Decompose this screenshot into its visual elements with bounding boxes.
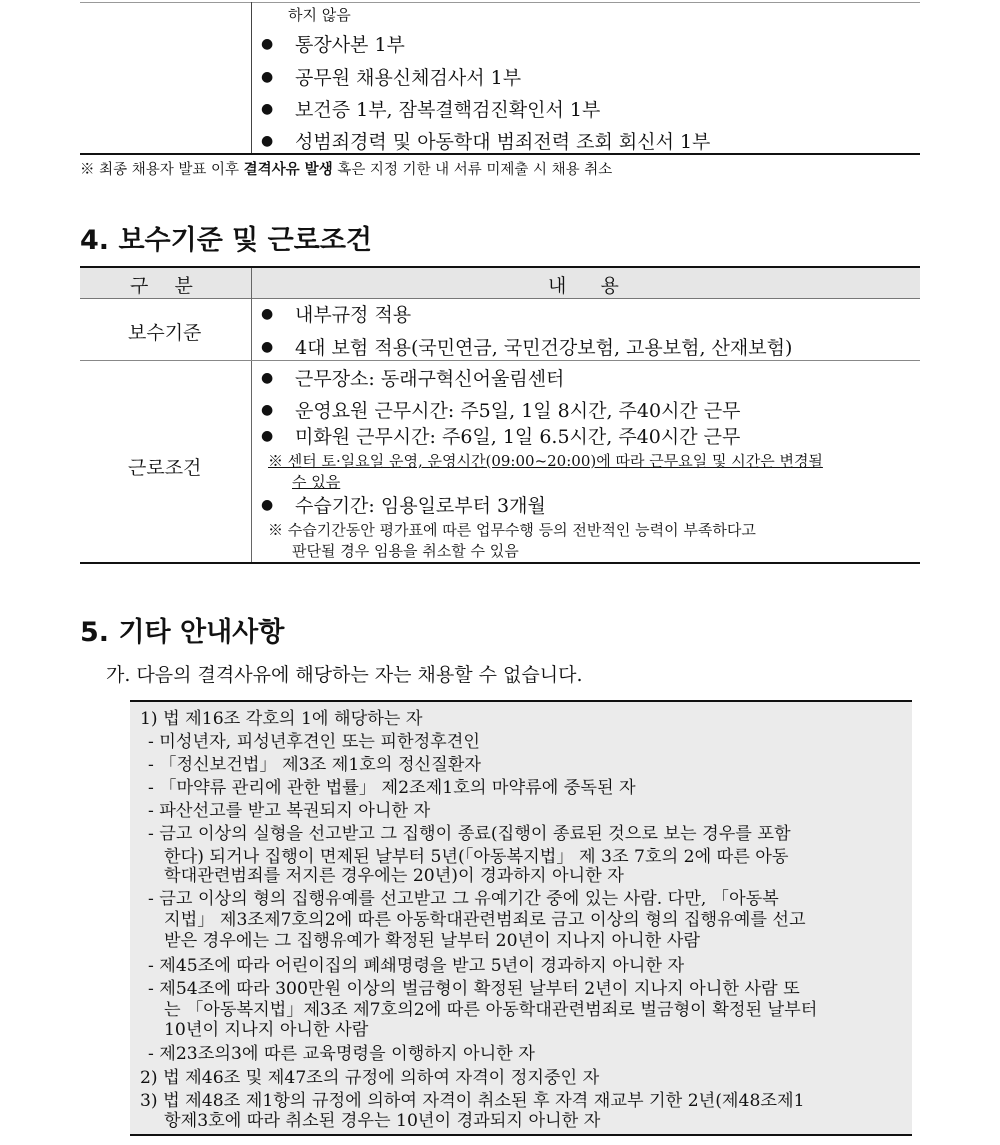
pay-label: 보수기준 [128, 322, 202, 344]
list-item: - 제45조에 따라 어린이집의 폐쇄명령을 받고 5년이 경과하지 아니한 자 [148, 956, 685, 976]
section-title: 5. 기타 안내사항 [80, 617, 285, 648]
bullet-icon: ● [261, 68, 274, 85]
list-item-continued: 10년이 지나지 아니한 사람 [164, 1020, 369, 1040]
list-item [253, 30, 405, 57]
bullet-icon: ● [261, 427, 274, 444]
list-item: - 제54조에 따라 300만원 이상의 벌금형이 확정된 날부터 2년이 지나지 아니한 사람 또 [148, 979, 800, 999]
table-column-divider [251, 268, 252, 563]
list-item-continued: 한다) 되거나 집행이 면제된 날부터 5년(「아동복지법」 제 3조 7호의 2에 따른 아동 [164, 847, 789, 867]
list-item [253, 422, 740, 449]
probation-note-continued: 판단될 경우 임용을 취소할 수 있음 [292, 542, 519, 560]
list-item [253, 396, 741, 423]
list-item-continued: 지법」 제3조제7호의2에 따른 아동학대관련범죄로 금고 이상의 형의 집행유예를 선고 [164, 910, 806, 930]
document-item: 보건증 1부, 잠복결핵검진확인서 1부 [295, 99, 601, 121]
list-item: 3) 법 제48조 제1항의 규정에 의하여 자격이 취소된 후 자격 재교부 기한 2년(제48조제1 [140, 1091, 805, 1111]
list-item [253, 95, 600, 122]
list-item [253, 333, 792, 360]
bullet-icon: ● [261, 401, 274, 418]
list-item [253, 491, 546, 518]
work-item: 수습기간: 임용일로부터 3개월 [295, 495, 546, 517]
list-item-continued: 받은 경우에는 그 집행유예가 확정된 날부터 20년이 지나지 아니한 사람 [164, 931, 700, 951]
pay-item: 내부규정 적용 [295, 304, 412, 326]
intro-text: 가. 다음의 결격사유에 해당하는 자는 채용할 수 없습니다. [106, 664, 583, 686]
list-item: - 「정신보건법」 제3조 제1호의 정신질환자 [148, 755, 481, 775]
list-item [253, 127, 710, 154]
list-item [253, 364, 564, 391]
list-item: - 금고 이상의 형의 집행유예를 선고받고 그 유예기간 중에 있는 사람. 다만, 「아동복 [148, 889, 779, 909]
bullet-icon: ● [261, 100, 274, 117]
list-item-continued: 는 「아동복지법」제3조 제7호의2에 따른 아동학대관련범죄로 벌금형이 확정된 날부터 [164, 1000, 818, 1020]
document-item: 성범죄경력 및 아동학대 범죄전력 조회 회신서 1부 [295, 131, 711, 153]
list-item: - 파산선고를 받고 복권되지 아니한 자 [148, 801, 431, 821]
table-header-row [80, 268, 920, 299]
table-row-divider [80, 360, 920, 361]
schedule-note: ※ 센터 토·일요일 운영, 운영시간(09:00~20:00)에 따라 근무요일 및 시간은 변경될 [268, 452, 823, 470]
list-item-continued: 항제3호에 따라 취소된 경우는 10년이 경과되지 아니한 자 [164, 1111, 601, 1131]
note-bold: 결격사유 발생 [243, 161, 333, 178]
list-item [253, 300, 411, 327]
note-prefix: ※ 최종 채용자 발표 이후 [80, 162, 244, 178]
list-item: 1) 법 제16조 각호의 1에 해당하는 자 [140, 709, 423, 729]
bullet-icon: ● [261, 35, 274, 52]
note-suffix: 혹은 지정 기한 내 서류 미제출 시 채용 취소 [332, 162, 613, 178]
work-item: 근무장소: 동래구혁신어울림센터 [295, 368, 565, 390]
bullet-icon: ● [261, 305, 274, 322]
table-bottom-border [80, 562, 920, 564]
table-top-border [80, 2, 920, 3]
continued-text: 하지 않음 [288, 6, 351, 24]
document-item: 공무원 채용신체검사서 1부 [295, 67, 522, 89]
list-item: 2) 법 제46조 및 제47조의 규정에 의하여 자격이 정지중인 자 [140, 1068, 600, 1088]
header-content: 내 용 [548, 275, 621, 297]
section-title: 4. 보수기준 및 근로조건 [80, 225, 372, 256]
pay-item: 4대 보험 적용(국민연금, 국민건강보험, 고용보험, 산재보험) [295, 337, 793, 359]
bullet-icon: ● [261, 132, 274, 149]
work-item: 미화원 근무시간: 주6일, 1일 6.5시간, 주40시간 근무 [295, 426, 741, 448]
disqualification-note [80, 158, 612, 179]
probation-note: ※ 수습기간동안 평가표에 따른 업무수행 등의 전반적인 능력이 부족하다고 [268, 521, 756, 539]
list-item [253, 63, 521, 90]
bullet-icon: ● [261, 369, 274, 386]
schedule-note-continued: 수 있음 [292, 473, 341, 491]
bullet-icon: ● [261, 496, 274, 513]
table-column-divider [251, 2, 252, 154]
document-item: 통장사본 1부 [295, 34, 405, 56]
list-item: - 「마약류 관리에 관한 법률」 제2조제1호의 마약류에 중독된 자 [148, 778, 636, 798]
table-bottom-border [80, 153, 920, 155]
list-item: - 금고 이상의 실형을 선고받고 그 집행이 종료(집행이 종료된 것으로 보는 경우를 포함 [148, 824, 791, 844]
list-item-continued: 학대관련범죄를 저지른 경우에는 20년)이 경과하지 아니한 자 [164, 866, 624, 886]
bullet-icon: ● [261, 338, 274, 355]
list-item: - 제23조의3에 따른 교육명령을 이행하지 아니한 자 [148, 1044, 535, 1064]
header-category: 구 분 [130, 275, 195, 297]
work-item: 운영요원 근무시간: 주5일, 1일 8시간, 주40시간 근무 [295, 400, 741, 422]
work-label: 근로조건 [128, 457, 202, 479]
list-item: - 미성년자, 피성년후견인 또는 피한정후견인 [148, 732, 480, 752]
